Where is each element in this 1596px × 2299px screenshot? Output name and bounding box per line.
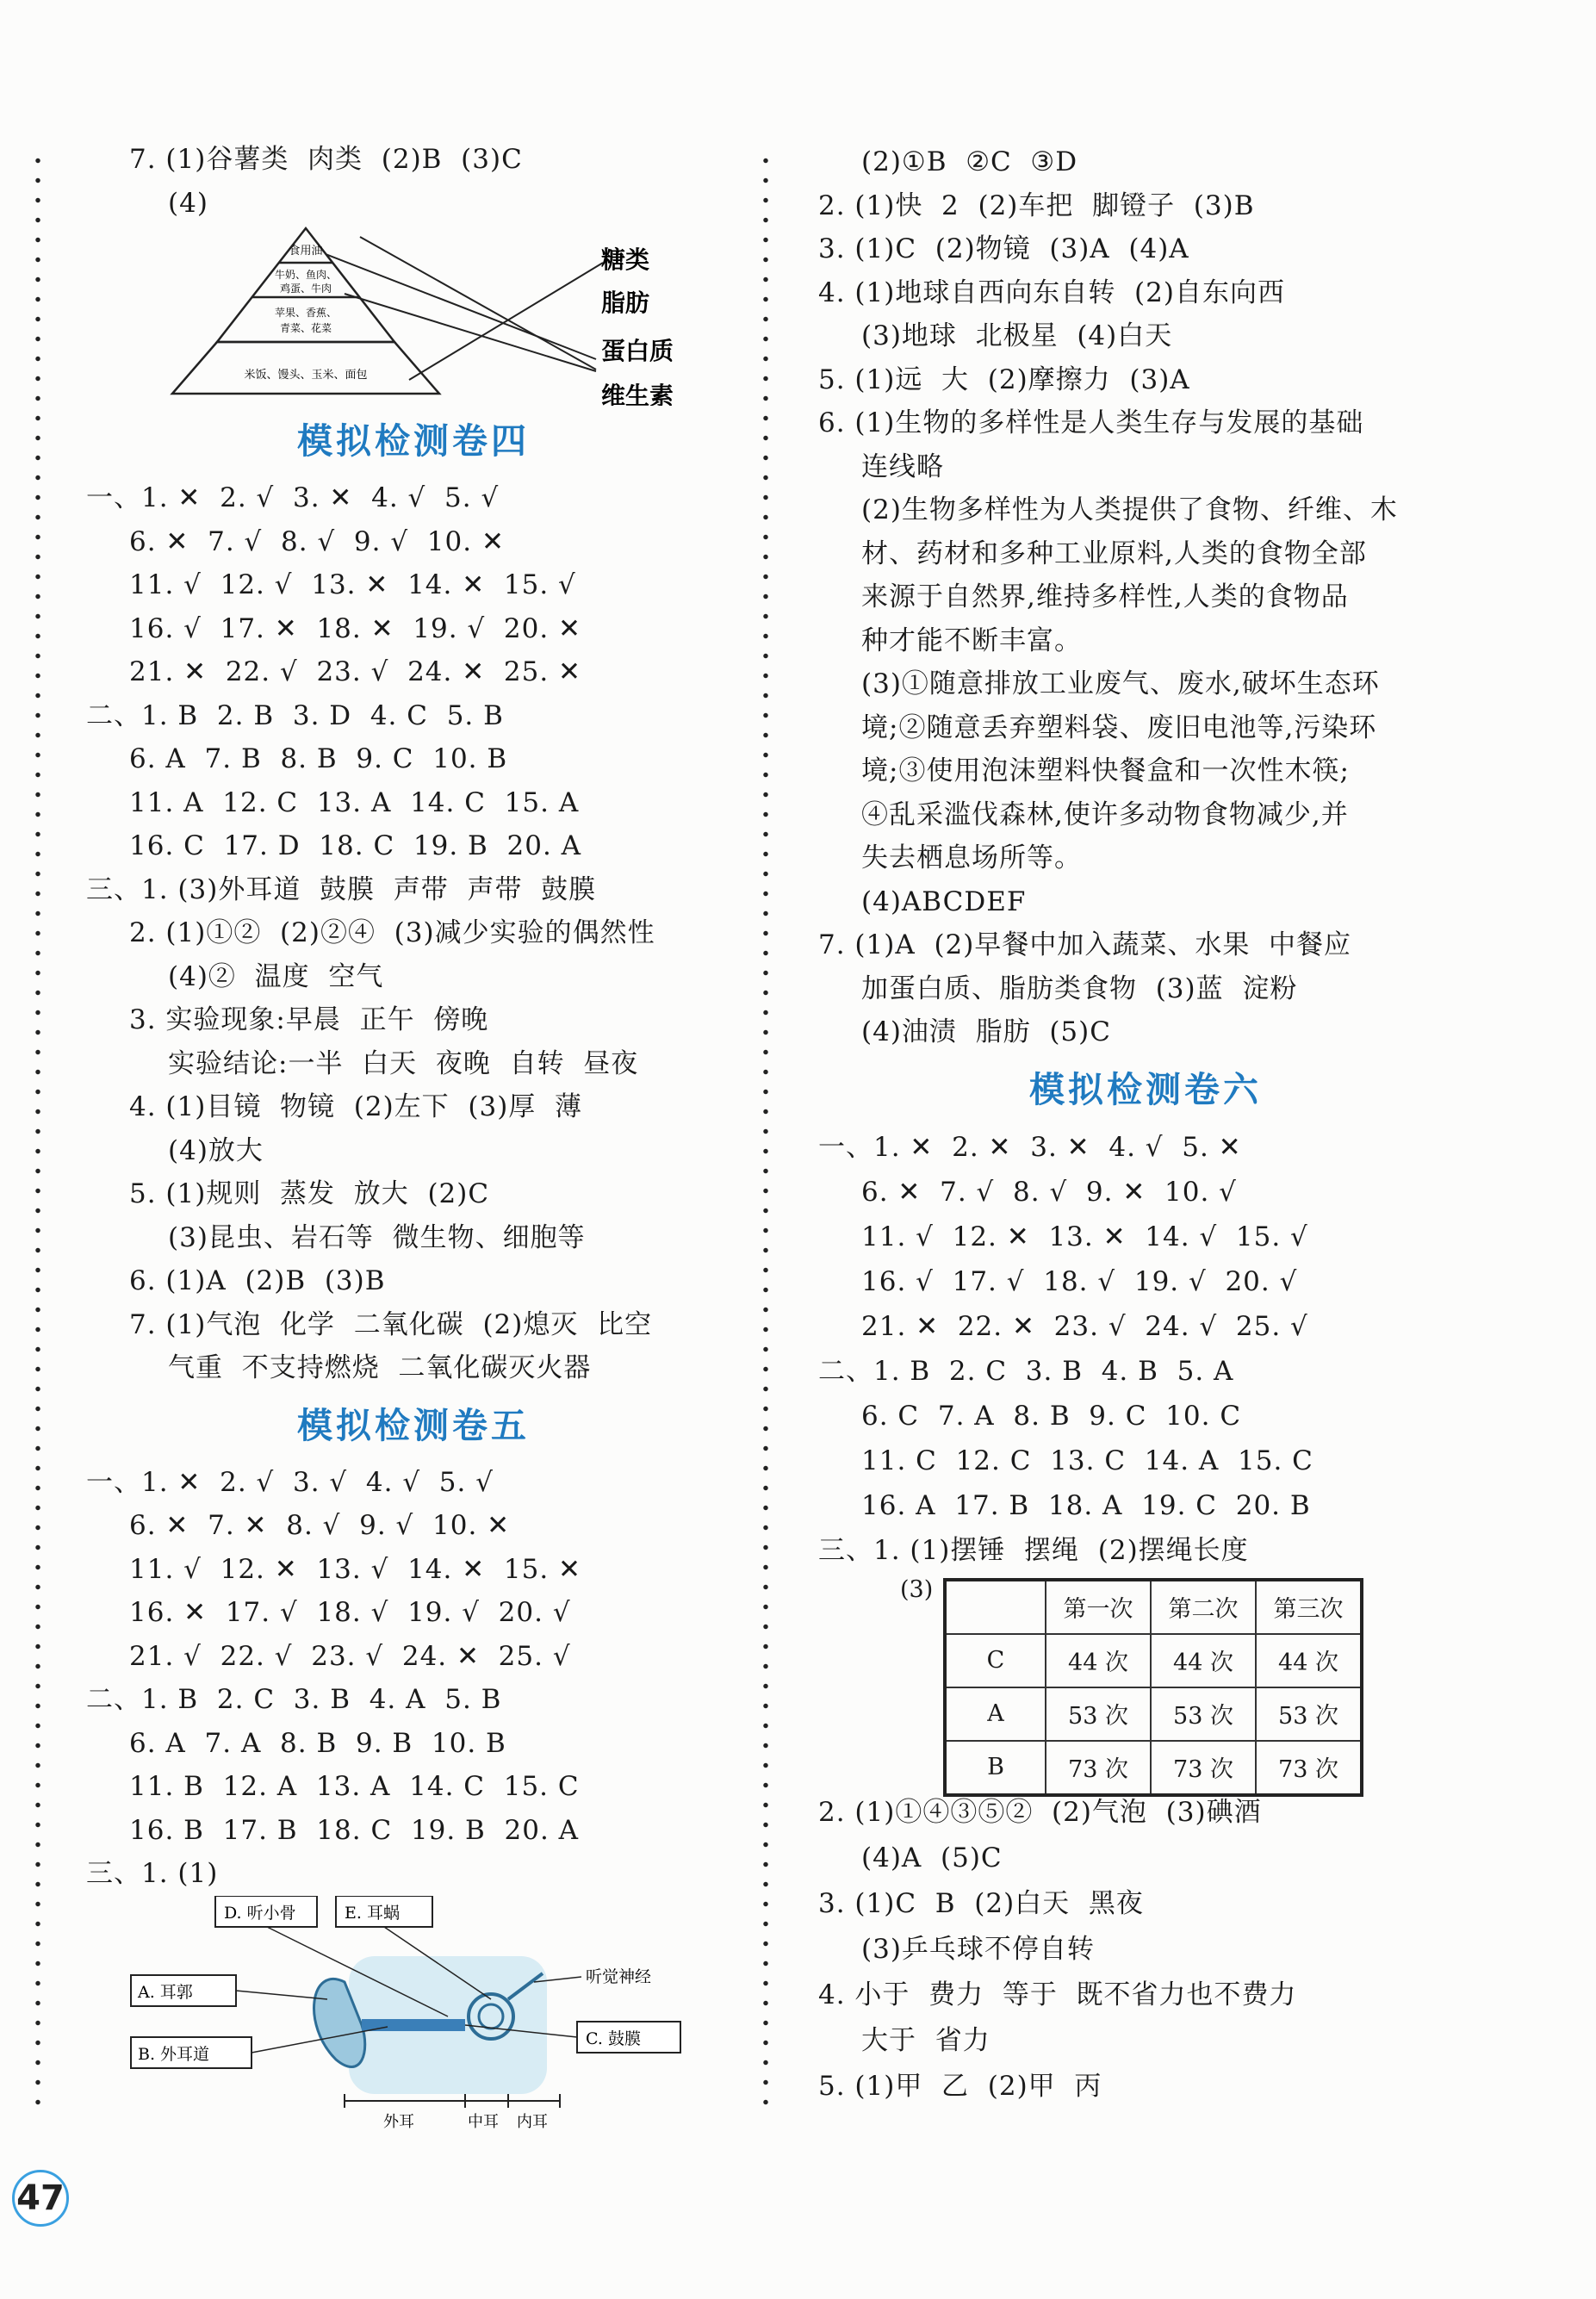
answer-line: 6. A 7. B 8. B 9. C 10. B [129,743,508,774]
answer-line: 16. A 17. B 18. A 19. C 20. B [861,1489,1311,1521]
answer-line: 4. 小于 费力 等于 既不省力也不费力 [818,1979,1297,2010]
answer-line: 失去栖息场所等。 [861,842,1082,873]
section-title-4: 模拟检测卷四 [297,420,530,462]
answer-line: (2)①B ②C ③D [861,146,1078,177]
answer-line: 加蛋白质、脂肪类食物 (3)蓝 淀粉 [861,972,1298,1004]
answer-line: 6. ✕ 7. √ 8. √ 9. √ 10. ✕ [129,525,505,557]
answer-line: 5. (1)规则 蒸发 放大 (2)C [129,1178,490,1209]
answer-line: 连线略 [861,450,944,482]
section-5-answers [86,1461,741,1896]
table-cell: 73 次 [1151,1741,1256,1795]
answer-line: 7. (1)谷薯类 肉类 (2)B (3)C [129,144,523,175]
pendulum-table-block [818,1573,1473,1790]
answer-line: 11. √ 12. ✕ 13. ✕ 14. √ 15. √ [861,1221,1308,1252]
ear-label-auditory-nerve: 听觉神经 [586,1967,652,1986]
answer-line: 一、1. ✕ 2. ✕ 3. ✕ 4. √ 5. ✕ [818,1131,1242,1163]
nutrient-sugar: 糖类 [601,245,650,274]
answer-line: 21. ✕ 22. ✕ 23. √ 24. √ 25. √ [861,1310,1308,1342]
answer-line: 三、1. (3)外耳道 鼓膜 声带 声带 鼓膜 [86,873,597,905]
ear-label-eardrum: C. 鼓膜 [586,2029,641,2048]
answer-line: 21. ✕ 22. √ 23. √ 24. ✕ 25. ✕ [129,656,582,687]
answer-line: (2)生物多样性为人类提供了食物、纤维、木 [861,494,1398,525]
answer-line: (3)地球 北极星 (4)白天 [861,320,1173,351]
pyramid-level-1: 食用油 [289,245,323,258]
answer-line: 3. (1)C B (2)白天 黑夜 [818,1887,1144,1919]
table-cell: 53 次 [1256,1687,1362,1741]
answer-line: 6. (1)A (2)B (3)B [129,1265,386,1296]
table-label: (3) [900,1575,934,1603]
table-cell [945,1580,1046,1634]
answer-line: 二、1. B 2. C 3. B 4. A 5. B [86,1684,502,1715]
answer-line: 6. ✕ 7. ✕ 8. √ 9. √ 10. ✕ [129,1510,511,1541]
answer-line: (3)昆虫、岩石等 微生物、细胞等 [168,1221,586,1253]
answer-line: 一、1. ✕ 2. √ 3. ✕ 4. √ 5. √ [86,482,500,513]
answer-line: 种才能不断丰富。 [861,624,1082,656]
table-cell: 73 次 [1256,1741,1362,1795]
answer-line: 4. (1)地球自西向东自转 (2)自东向西 [818,277,1285,308]
ear-label-ossicles: D. 听小骨 [224,1903,296,1923]
nutrient-fat: 脂肪 [601,289,650,317]
answer-line: 2. (1)①④③⑤② (2)气泡 (3)碘酒 [818,1796,1262,1828]
table-row [945,1687,1362,1741]
answer-line: 11. √ 12. √ 13. ✕ 14. ✕ 15. √ [129,569,576,600]
section-4-answers [86,476,741,1390]
table-cell: 第三次 [1256,1580,1362,1634]
ear-label-cochlea: E. 耳蜗 [345,1903,400,1923]
table-cell: 53 次 [1151,1687,1256,1741]
page-number: 47 [12,2170,69,2227]
answer-line: 6. (1)生物的多样性是人类生存与发展的基础 [818,407,1364,438]
food-pyramid-svg [86,225,741,406]
pyramid-level-2: 牛奶、鱼肉、 [274,269,338,281]
answer-line: (3)①随意排放工业废气、废水,破坏生态环 [861,668,1380,699]
table-cell: B [945,1741,1046,1795]
answer-line: 16. √ 17. ✕ 18. ✕ 19. √ 20. ✕ [129,612,582,644]
answer-line: 7. (1)A (2)早餐中加入蔬菜、水果 中餐应 [818,929,1352,960]
answer-line: 二、1. B 2. C 3. B 4. B 5. A [818,1355,1234,1387]
answer-line: (4)放大 [168,1134,264,1166]
answer-line: 5. (1)甲 乙 (2)甲 丙 [818,2070,1102,2102]
answer-line: 境;②随意丢弃塑料袋、废旧电池等,污染环 [861,711,1377,743]
answer-line: 21. √ 22. √ 23. √ 24. ✕ 25. √ [129,1640,571,1672]
answer-line: ④乱采滥伐森林,使许多动物食物减少,并 [861,798,1349,830]
answer-line: 16. C 17. D 18. C 19. B 20. A [129,830,582,861]
table-cell: 44 次 [1046,1634,1151,1687]
ear-region-outer: 外耳 [383,2112,414,2128]
answer-line: (4) [168,187,208,219]
answer-line: 2. (1)快 2 (2)车把 脚镫子 (3)B [818,190,1255,221]
ear-diagram-svg [86,1896,741,2128]
answer-line: 3. 实验现象:早晨 正午 傍晚 [129,1004,489,1035]
answer-line: 6. C 7. A 8. B 9. C 10. C [861,1400,1242,1432]
table-cell: 53 次 [1046,1687,1151,1741]
answer-line: 16. √ 17. √ 18. √ 19. √ 20. √ [861,1265,1298,1297]
binding-dots-middle [762,151,769,2110]
answer-line: (4)A (5)C [861,1842,1003,1873]
table-row [945,1741,1362,1795]
answer-line: 一、1. ✕ 2. √ 3. √ 4. √ 5. √ [86,1466,494,1498]
table-cell: 73 次 [1046,1741,1151,1795]
answer-line: 2. (1)①② (2)②④ (3)减少实验的偶然性 [129,917,655,948]
answer-line: 大于 省力 [861,2024,991,2056]
nutrient-protein: 蛋白质 [601,337,674,365]
table-cell: C [945,1634,1046,1687]
pendulum-results-table [943,1578,1363,1797]
answer-line: (4)② 温度 空气 [168,960,384,992]
left-column [86,138,741,2128]
table-cell: 44 次 [1256,1634,1362,1687]
section-title-6: 模拟检测卷六 [1029,1068,1262,1110]
table-cell: 44 次 [1151,1634,1256,1687]
table-row [945,1634,1362,1687]
answer-line: 三、1. (1) [86,1858,219,1889]
answer-line: 11. B 12. A 13. A 14. C 15. C [129,1771,580,1802]
answer-line: 3. (1)C (2)物镜 (3)A (4)A [818,233,1189,264]
answer-line: (3)乒乓球不停自转 [861,1933,1095,1965]
ear-region-middle: 中耳 [468,2112,499,2128]
answer-line: (4)ABCDEF [861,885,1027,917]
ear-label-ear-canal: B. 外耳道 [138,2044,210,2064]
answer-line: 11. √ 12. ✕ 13. √ 14. ✕ 15. ✕ [129,1553,582,1585]
pyramid-level-3: 苹果、香蕉、 [274,307,338,319]
ear-label-auricle: A. 耳郭 [138,1982,193,2002]
answer-line: 三、1. (1)摆锤 摆绳 (2)摆绳长度 [818,1534,1249,1566]
answer-line: 16. B 17. B 18. C 19. B 20. A [129,1814,580,1846]
answer-line: 16. ✕ 17. √ 18. √ 19. √ 20. √ [129,1597,571,1628]
answer-line: 7. (1)气泡 化学 二氧化碳 (2)熄灭 比空 [129,1308,653,1340]
food-pyramid-figure [86,225,741,406]
answer-line: 来源于自然界,维持多样性,人类的食物品 [861,581,1349,612]
section-title-5: 模拟检测卷五 [297,1404,530,1446]
nutrient-vitamin: 维生素 [601,382,674,406]
binding-dots-left [34,151,41,2110]
table-header-row [945,1580,1362,1634]
ear-region-inner: 内耳 [517,2112,548,2128]
pyramid-level-4: 米饭、馒头、玉米、面包 [244,369,368,382]
answer-line: 11. C 12. C 13. C 14. A 15. C [861,1445,1313,1476]
table-cell: A [945,1687,1046,1741]
answer-line: 6. A 7. A 8. B 9. B 10. B [129,1727,506,1759]
answer-line: 11. A 12. C 13. A 14. C 15. A [129,786,580,818]
answer-line: (4)油渍 脂肪 (5)C [861,1016,1111,1047]
pyramid-level-2b: 鸡蛋、牛肉 [279,283,332,295]
answer-line: 6. ✕ 7. √ 8. √ 9. ✕ 10. √ [861,1176,1237,1208]
answer-line: 5. (1)远 大 (2)摩擦力 (3)A [818,363,1190,395]
pyramid-level-3b: 青菜、花菜 [279,322,332,334]
ear-diagram-figure [86,1896,741,2128]
section-6-answers [818,1125,1473,1573]
table-cell: 第一次 [1046,1580,1151,1634]
answer-line: 气重 不支持燃烧 二氧化碳灭火器 [168,1352,592,1383]
right-column [818,140,1473,2109]
answer-line: 4. (1)目镜 物镜 (2)左下 (3)厚 薄 [129,1091,582,1122]
answer-line: 境;③使用泡沫塑料快餐盒和一次性木筷; [861,755,1350,786]
section-6-continued [818,1790,1473,2109]
answer-line: 实验结论:一半 白天 夜晚 自转 昼夜 [168,1047,639,1079]
table-cell: 第二次 [1151,1580,1256,1634]
answer-line: 材、药材和多种工业原料,人类的食物全部 [861,537,1367,569]
answer-line: 二、1. B 2. B 3. D 4. C 5. B [86,699,504,731]
